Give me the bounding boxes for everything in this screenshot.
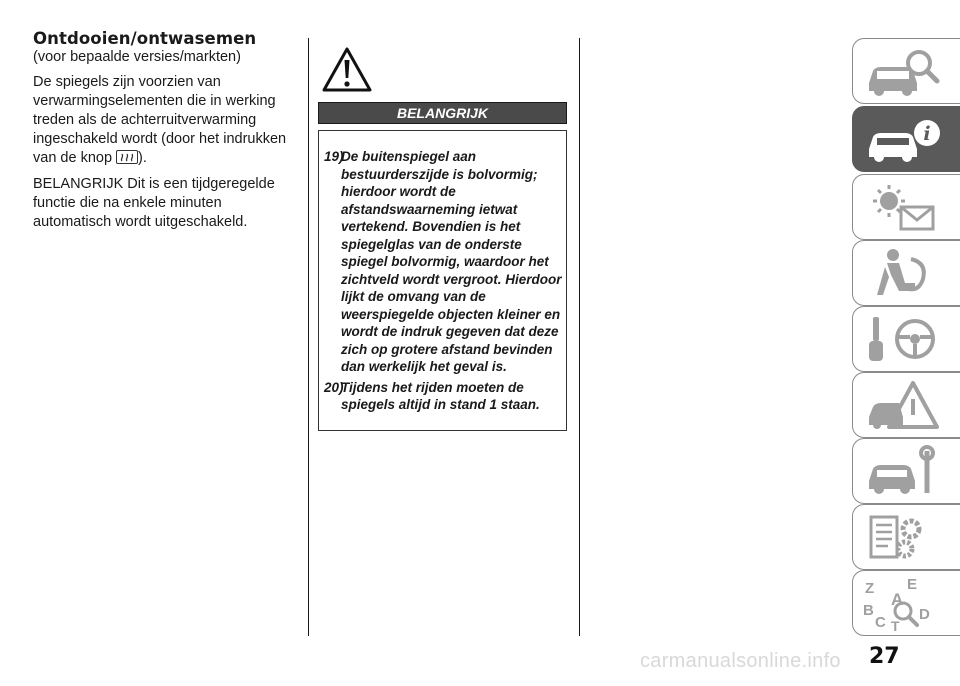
tab-emergency[interactable] — [852, 372, 960, 438]
text-column — [33, 30, 301, 239]
section-title: Ontdooien/ontwasemen — [33, 29, 257, 48]
index-letter: A — [891, 590, 904, 609]
car-maintenance-icon — [861, 443, 951, 501]
warning-lights-icon — [861, 179, 951, 237]
specs-gears-icon — [861, 509, 951, 567]
paragraph-text-end: ). — [138, 150, 147, 166]
index-letter: Z — [865, 580, 875, 597]
index-letter: C — [875, 614, 886, 631]
page-number: 27 — [869, 644, 900, 669]
index-letter: B — [863, 602, 874, 619]
note-19 — [324, 148, 562, 376]
watermark: carmanualsonline.info — [640, 650, 841, 672]
svg-text:i: i — [923, 123, 931, 145]
alphabet-index-icon — [861, 575, 951, 633]
warning-icon — [322, 47, 372, 93]
rear-defrost-icon — [116, 150, 138, 164]
tab-alphabetical-index[interactable] — [852, 570, 960, 636]
index-letter: T — [891, 618, 900, 633]
paragraph-text-start: De spiegels zijn voorzien van verwarmingselementen die in werking treden als de achterruitverwarming ingeschakeld wordt (door het indrukken van de knop — [33, 74, 287, 166]
column-divider-right — [579, 38, 580, 636]
tab-car-info[interactable] — [852, 106, 960, 172]
mirror-heating-paragraph — [33, 73, 301, 168]
tab-maintenance[interactable] — [852, 438, 960, 504]
seat-airbag-icon — [861, 245, 951, 303]
index-letter: D — [919, 606, 930, 623]
tab-car-overview[interactable] — [852, 38, 960, 104]
tab-warning-lights[interactable] — [852, 174, 960, 240]
note-number: 19) — [324, 149, 344, 164]
section-subtitle: (voor bepaalde versies/markten) — [33, 49, 241, 65]
tab-safety[interactable] — [852, 240, 960, 306]
column-divider-left — [308, 38, 309, 636]
tab-starting-driving[interactable] — [852, 306, 960, 372]
emergency-triangle-icon — [861, 377, 951, 435]
key-steering-icon — [861, 311, 951, 369]
tab-technical-specs[interactable] — [852, 504, 960, 570]
note-20 — [324, 379, 562, 414]
note-text: Tijdens het rijden moeten de spiegels altijd in stand 1 staan. — [341, 379, 540, 412]
car-search-icon — [861, 43, 951, 101]
car-info-icon — [861, 111, 951, 169]
important-banner: BELANGRIJK — [318, 102, 567, 124]
index-letter: E — [907, 576, 918, 593]
timed-function-paragraph: BELANGRIJK Dit is een tijdgeregelde functie die na enkele minuten automatisch wordt uitgeschakeld. — [33, 176, 275, 230]
note-number: 20) — [324, 379, 344, 395]
warning-notes-box — [318, 130, 567, 431]
note-text: De buitenspiegel aan bestuurderszijde is bolvormig; hierdoor wordt de afstandswaarneming ietwat vertekend. Bovendien is het spiegelglas van de onderste spiegel bolvormig, waardoor het zichtveld wordt vergroot. Hierdoor lijkt de omvang van de weerspiegelde objecten kleiner en wordt de indruk gegeven dat deze zich op grotere afstand bevinden dan werkelijk het geval is. — [341, 149, 562, 374]
